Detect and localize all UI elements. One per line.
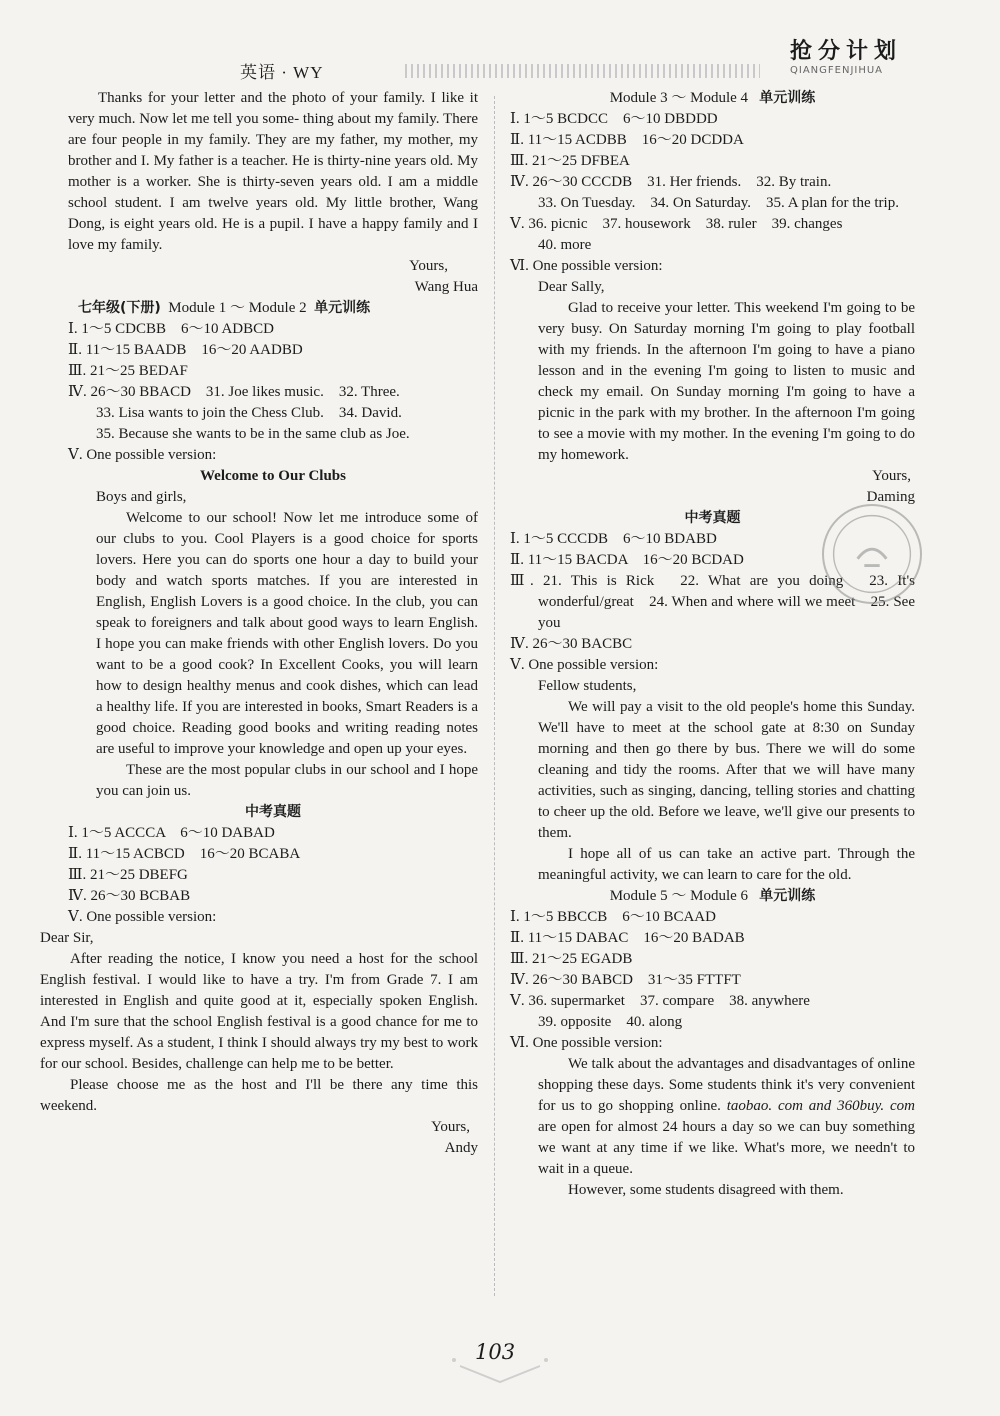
essay-paragraph: These are the most popular clubs in our school and I hope you can join us. [96, 762, 478, 799]
answer-line: Ⅴ. 36. supermarket 37. compare 38. anywhere [510, 993, 810, 1009]
letter-signature: Wang Hua [414, 279, 478, 295]
letter-closing: Yours, [872, 468, 911, 484]
letter-closing: Yours, [409, 258, 448, 274]
answer-line: Ⅰ. 1～5 BBCCB 6～10 BCAAD [510, 909, 716, 925]
answer-line: Ⅰ. 1～5 CDCBB 6～10 ADBCD [68, 321, 274, 337]
letter-closing: Yours, [431, 1119, 470, 1135]
answer-line: Ⅳ. 26～30 BABCD 31～35 FTTFT [510, 972, 741, 988]
answer-line: 33. On Tuesday. 34. On Saturday. 35. A plan for the trip. [538, 195, 899, 211]
header-rule [405, 64, 760, 78]
letter-signature: Daming [866, 489, 915, 505]
answer-line: Ⅴ. One possible version: [68, 909, 217, 925]
brand-pinyin: QIANGFENJIHUA [790, 65, 884, 76]
answer-line: 40. more [538, 237, 592, 253]
answer-line: Ⅳ. 26～30 BACBC [510, 636, 633, 652]
section-heading-zhongkao: 中考真题 [245, 804, 301, 820]
essay-title: Welcome to Our Clubs [200, 468, 346, 484]
teacher-stamp [822, 504, 922, 604]
answer-line: 35. Because she wants to be in the same club as Joe. [96, 426, 410, 442]
answer-line: Ⅳ. 26～30 CCCDB 31. Her friends. 32. By train. [510, 174, 832, 190]
right-column [510, 88, 915, 1201]
brand-header [790, 34, 902, 76]
answer-line: Ⅱ. 11～15 BACDA 16～20 BCDAD [510, 552, 744, 568]
letter-paragraph: We will pay a visit to the old people's home this Sunday. We'll have to meet at the school gate at 8:30 on Sunday morning and then go there by bus. There we will do some cleaning and tidy the rooms. After that we will have many activities, such as singing, dancing, telling stories and chatting to cheer up the old. Before we leave, we'll give our presents to them. [538, 699, 915, 841]
answer-line: Ⅵ. One possible version: [510, 258, 663, 274]
answer-line: Ⅲ. 21～25 BEDAF [68, 363, 188, 379]
section-heading-m3-m4: Module 3 ～ Module 4 单元训练 [609, 90, 816, 106]
column-divider [494, 96, 495, 1296]
answer-line: Ⅲ. 21～25 DFBEA [510, 153, 630, 169]
answer-line: Ⅲ. 21～25 DBEFG [68, 867, 188, 883]
letter-greeting: Fellow students, [538, 678, 637, 694]
answer-line: Ⅰ. 1～5 CCCDB 6～10 BDABD [510, 531, 717, 547]
section-heading-m1-m2: 七年级(下册) Module 1 ～ Module 2 单元训练 [78, 300, 371, 316]
left-column [40, 88, 479, 1159]
answer-line: Ⅳ. 26～30 BBACD 31. Joe likes music. 32. Three. [68, 384, 400, 400]
answer-line: Ⅵ. One possible version: [510, 1035, 663, 1051]
essay-greeting: Boys and girls, [96, 489, 187, 505]
answer-line: 33. Lisa wants to join the Chess Club. 34. David. [96, 405, 402, 421]
page-number: 103 [475, 1340, 516, 1364]
section-heading-m5-m6: Module 5 ～ Module 6 单元训练 [609, 888, 816, 904]
letter-paragraph: Glad to receive your letter. This weekend I'm going to be very busy. On Saturday morning I'm going to play football with my friends. In the afternoon I'm going to have a piano lesson and in the evening I'm going to listen to music and check my email. On Sunday morning I'm going to have a picnic in the park with my brother. In the afternoon I'm going to see a movie with my mother. In the evening I'm going to do my homework. [538, 300, 915, 463]
answer-line: Ⅴ. One possible version: [510, 657, 659, 673]
letter-greeting: Dear Sir, [40, 930, 94, 946]
answer-line: Ⅲ. 21～25 EGADB [510, 951, 633, 967]
answer-line: Ⅴ. One possible version: [68, 447, 217, 463]
answer-line: Ⅲ. 21. This is Rick 22. What are you doing 23. It's wonderful/great 24. When and where will we meet 25. See you [510, 573, 915, 631]
letter-paragraph: After reading the notice, I know you need a host for the school English festival. I would like to have a try. I'm from Grade 7. I am interested in English and quite good at it, especially spoken English. And I'm sure that the school English festival is a good chance for me to express myself. As a student, I think I should always try my best to work for our school. Besides, challenge can help me to be better. [40, 951, 478, 1072]
answer-line: Ⅱ. 11～15 ACBCD 16～20 BCABA [68, 846, 301, 862]
letter-paragraph: Please choose me as the host and I'll be there any time this weekend. [40, 1077, 478, 1114]
answer-line: 39. opposite 40. along [538, 1014, 683, 1030]
answer-line: Ⅰ. 1～5 BCDCC 6～10 DBDDD [510, 111, 718, 127]
answer-line: Ⅱ. 11～15 DABAC 16～20 BADAB [510, 930, 745, 946]
answer-line: Ⅰ. 1～5 ACCCA 6～10 DABAD [68, 825, 275, 841]
essay-paragraph: However, some students disagreed with them. [568, 1182, 844, 1198]
website-names: taobao. com and 360buy. com [726, 1098, 916, 1114]
brand-title: 抢分计划 [790, 39, 903, 64]
answer-line: Ⅱ. 11～15 BAADB 16～20 AADBD [68, 342, 303, 358]
answer-line: Ⅴ. 36. picnic 37. housework 38. ruler 39. changes [510, 216, 843, 232]
essay-paragraph: Welcome to our school! Now let me introduce some of our clubs to you. Cool Players is a good choice for sports lovers. Here you can do sports one hour a day to build your body and watch sports matches. If you are interested in English, English Lovers is a good choice. In the club, you can speak to foreigners and talk about good ways to learn English. I hope you can make friends with other English lovers. Do you want to be a good cook? In Excellent Cooks, you will learn how to design healthy menus and cook dishes, which can lead a healthy life. If you are interested in books, Smart Readers is a good choice. Reading good books and writing reading notes are useful to improve your knowledge and open up your eyes. [96, 510, 478, 757]
essay-paragraph: We talk about the advantages and disadvantages of online shopping these days. Some students think it's very convenient for us to go shopping online. taobao. com and 360buy. com are open for almost 24 hours a day so we can buy something we want at any time if we like. What's more, we needn't to wait in a queue. [538, 1056, 916, 1177]
section-heading-zhongkao: 中考真题 [684, 510, 741, 526]
letter-paragraph: I hope all of us can take an active part. Through the meaningful activity, we can learn to care for the old. [538, 846, 915, 883]
letter-signature: Andy [444, 1140, 478, 1156]
letter-body: Thanks for your letter and the photo of your family. I like it very much. Now let me tell you some- thing about my family. There are four people in my family. They are my father, my mother, my brother and I. My father is a teacher. He is thirty-nine years old. My mother is a worker. She is thirty-seven years old. I am a middle school student. I am twelve years old. My little brother, Wang Dong, is eight years old. He is a pupil. I have a happy family and I love my family. [68, 90, 479, 253]
answer-line: Ⅱ. 11～15 ACDBB 16～20 DCDDA [510, 132, 744, 148]
letter-greeting: Dear Sally, [538, 279, 605, 295]
answer-line: Ⅳ. 26～30 BCBAB [68, 888, 191, 904]
page-header-left: 英语 · WY [240, 63, 324, 82]
